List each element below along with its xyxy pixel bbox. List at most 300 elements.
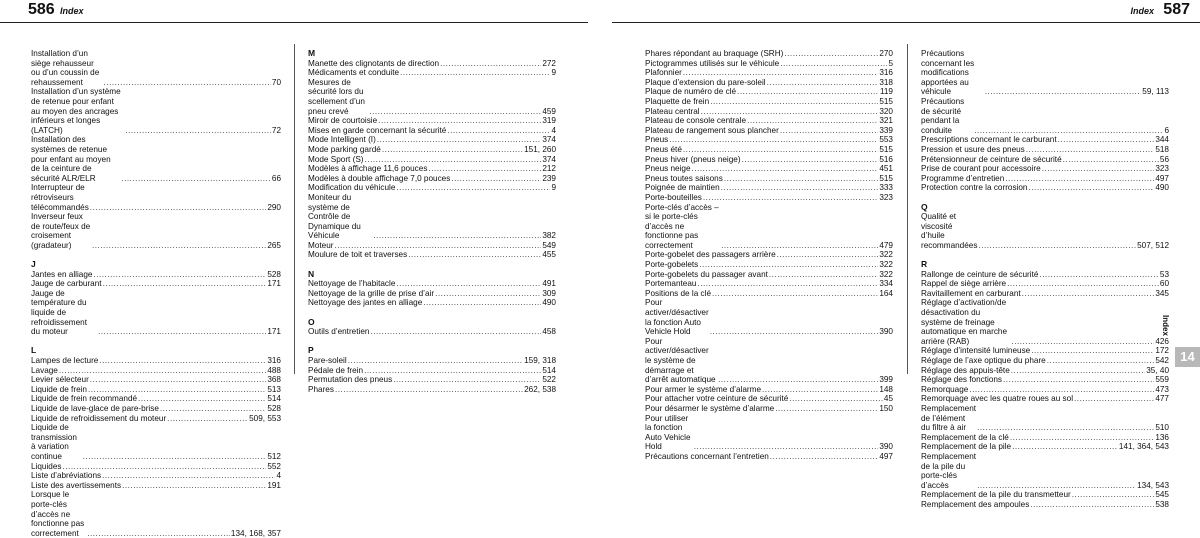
index-entry-term: Portemanteau bbox=[645, 279, 697, 289]
index-entry[interactable] bbox=[31, 135, 281, 183]
dot-leader bbox=[789, 394, 883, 404]
index-entry-pages[interactable]: 345 bbox=[1155, 288, 1169, 298]
index-entry[interactable] bbox=[31, 183, 281, 212]
dot-leader bbox=[770, 452, 879, 462]
index-entry[interactable] bbox=[645, 164, 893, 174]
index-entry[interactable] bbox=[921, 49, 1169, 97]
index-entry-term: Pictogrammes utilisés sur le véhicule bbox=[645, 58, 780, 68]
index-entry-pages[interactable]: 9 bbox=[551, 183, 556, 193]
index-entry[interactable] bbox=[308, 385, 556, 395]
index-entry-term: Modèles à affichage 11,6 pouces bbox=[308, 164, 428, 174]
index-entry[interactable] bbox=[31, 394, 281, 404]
index-entry[interactable] bbox=[31, 471, 281, 481]
index-entry[interactable] bbox=[921, 298, 1169, 346]
index-entry[interactable] bbox=[308, 298, 556, 308]
index-entry[interactable] bbox=[308, 375, 556, 385]
index-entry-term: Liquide de frein recommandé bbox=[31, 394, 138, 404]
left-page-header bbox=[0, 0, 588, 26]
dot-leader bbox=[701, 107, 879, 117]
index-entry[interactable] bbox=[31, 423, 281, 461]
index-entry-term: Remplacement des ampoules bbox=[921, 499, 1030, 509]
index-entry[interactable] bbox=[921, 97, 1169, 135]
index-entry[interactable] bbox=[921, 289, 1169, 299]
index-entry-pages[interactable]: 6 bbox=[1164, 125, 1169, 135]
index-entry[interactable] bbox=[921, 490, 1169, 500]
index-entry-pages[interactable]: 59, 113 bbox=[1142, 87, 1169, 97]
index-entry-pages[interactable]: 60 bbox=[1159, 279, 1169, 289]
index-entry-pages[interactable]: 459 bbox=[542, 106, 556, 116]
index-entry-term: Réglage de l’axe optique du phare bbox=[921, 356, 1046, 365]
dot-leader bbox=[692, 164, 879, 174]
index-entry[interactable] bbox=[308, 116, 556, 126]
index-entry-pages[interactable]: 134, 543 bbox=[1137, 480, 1169, 490]
index-entry[interactable] bbox=[921, 452, 1169, 490]
index-entry[interactable] bbox=[308, 241, 556, 251]
index-entry-pages[interactable]: 497 bbox=[879, 451, 893, 461]
index-entry[interactable] bbox=[308, 164, 556, 174]
index-entry-pages[interactable]: 9 bbox=[551, 68, 556, 78]
index-entry-pages[interactable]: 141, 364, 543 bbox=[1118, 442, 1169, 452]
dot-leader bbox=[969, 385, 1154, 395]
index-entry[interactable] bbox=[645, 107, 893, 117]
dot-leader bbox=[712, 289, 878, 299]
dot-leader bbox=[742, 155, 879, 165]
dot-leader bbox=[977, 423, 1154, 433]
index-entry-term: Pour activer/désactiver la fonction Auto Vehicle Hold bbox=[645, 298, 709, 337]
index-entry-pages[interactable]: 309 bbox=[542, 288, 556, 298]
index-entry[interactable] bbox=[31, 385, 281, 395]
index-entry-pages[interactable]: 318 bbox=[879, 77, 893, 87]
index-entry[interactable] bbox=[645, 87, 893, 97]
index-entry[interactable] bbox=[921, 174, 1169, 184]
index-entry-pages[interactable]: 4 bbox=[276, 471, 281, 481]
dot-leader bbox=[348, 356, 523, 366]
dot-leader bbox=[83, 452, 267, 462]
index-entry[interactable] bbox=[645, 404, 893, 414]
index-entry-pages[interactable]: 35, 40 bbox=[1146, 365, 1169, 375]
index-entry[interactable] bbox=[921, 183, 1169, 193]
index-entry-pages[interactable]: 479 bbox=[879, 240, 893, 250]
index-entry-pages[interactable]: 455 bbox=[542, 250, 556, 260]
index-entry[interactable] bbox=[308, 155, 556, 165]
left-page-number: 586 bbox=[28, 1, 55, 18]
section-letter: Q bbox=[921, 201, 928, 212]
dot-leader bbox=[400, 68, 550, 78]
index-entry[interactable] bbox=[645, 183, 893, 193]
dot-leader bbox=[710, 327, 879, 337]
index-entry-pages[interactable]: 70 bbox=[271, 77, 281, 87]
index-entry-pages[interactable]: 333 bbox=[879, 183, 893, 193]
section-spacer bbox=[31, 337, 281, 347]
index-entry[interactable] bbox=[645, 279, 893, 289]
index-entry[interactable] bbox=[645, 394, 893, 404]
index-entry[interactable] bbox=[31, 356, 281, 366]
index-entry-term: Qualité et viscosité d’huile recommandées bbox=[921, 212, 978, 250]
dot-leader bbox=[102, 471, 275, 481]
dot-leader bbox=[451, 174, 541, 184]
index-entry[interactable] bbox=[645, 59, 893, 69]
index-entry[interactable] bbox=[31, 87, 281, 135]
dot-leader bbox=[1022, 289, 1155, 299]
index-entry[interactable] bbox=[308, 135, 556, 145]
index-entry[interactable] bbox=[308, 183, 556, 193]
index-entry[interactable] bbox=[31, 462, 281, 472]
section-spacer bbox=[308, 308, 556, 318]
dot-leader bbox=[1029, 183, 1155, 193]
index-entry-pages[interactable]: 368 bbox=[267, 375, 281, 385]
index-entry[interactable] bbox=[31, 279, 281, 289]
index-entry-pages[interactable]: 136 bbox=[1155, 432, 1169, 442]
index-entry-pages[interactable]: 270 bbox=[879, 49, 893, 58]
dot-leader bbox=[378, 116, 541, 126]
index-entry-pages[interactable]: 272 bbox=[542, 58, 556, 68]
index-entry-pages[interactable]: 510 bbox=[1155, 423, 1169, 433]
index-entry-pages[interactable]: 545 bbox=[1155, 490, 1169, 500]
index-entry-pages[interactable]: 151, 260 bbox=[524, 144, 556, 154]
index-entry[interactable] bbox=[308, 126, 556, 136]
index-entry-pages[interactable]: 72 bbox=[271, 125, 281, 135]
index-entry[interactable] bbox=[921, 375, 1169, 385]
index-entry[interactable] bbox=[645, 298, 893, 336]
dot-leader bbox=[382, 145, 523, 155]
index-entry-pages[interactable]: 516 bbox=[879, 154, 893, 164]
index-entry[interactable] bbox=[921, 385, 1169, 395]
index-entry-term: Remorquage bbox=[921, 384, 969, 394]
index-entry[interactable] bbox=[308, 327, 556, 337]
index-entry-pages[interactable]: 171 bbox=[267, 327, 281, 337]
section-letter: L bbox=[31, 345, 37, 356]
index-entry-pages[interactable]: 490 bbox=[542, 298, 556, 308]
index-entry-term: Liste d’abréviations bbox=[31, 471, 102, 481]
index-entry[interactable] bbox=[645, 49, 893, 59]
index-entry-term: Liquide de lave-glace de pare-brise bbox=[31, 403, 159, 413]
index-entry[interactable] bbox=[921, 404, 1169, 433]
index-entry-pages[interactable]: 339 bbox=[879, 125, 893, 135]
index-entry-pages[interactable]: 322 bbox=[879, 260, 893, 270]
dot-leader bbox=[93, 270, 266, 280]
dot-leader bbox=[88, 385, 266, 395]
index-entry-pages[interactable]: 477 bbox=[1155, 394, 1169, 404]
index-entry[interactable] bbox=[921, 164, 1169, 174]
index-entry[interactable] bbox=[31, 490, 281, 538]
index-entry-pages[interactable]: 538 bbox=[1155, 499, 1169, 509]
index-entry-pages[interactable]: 509, 553 bbox=[249, 413, 281, 423]
index-entry-pages[interactable]: 316 bbox=[879, 68, 893, 78]
index-entry-pages[interactable]: 559 bbox=[1155, 375, 1169, 385]
index-entry-pages[interactable]: 399 bbox=[879, 375, 893, 385]
index-entry[interactable] bbox=[645, 250, 893, 260]
index-entry-pages[interactable]: 553 bbox=[879, 135, 893, 145]
index-entry-term: Nettoyage de l’habitacle bbox=[308, 279, 396, 289]
index-entry-pages[interactable]: 522 bbox=[542, 375, 556, 385]
index-entry[interactable] bbox=[645, 385, 893, 395]
dot-leader bbox=[365, 155, 542, 165]
index-entry-term: Plateau de console centrale bbox=[645, 116, 747, 126]
dot-leader bbox=[396, 279, 541, 289]
index-entry[interactable] bbox=[921, 394, 1169, 404]
dot-leader bbox=[1005, 174, 1154, 184]
index-entry[interactable] bbox=[645, 126, 893, 136]
index-entry-pages[interactable]: 514 bbox=[542, 365, 556, 375]
index-entry-pages[interactable]: 374 bbox=[542, 154, 556, 164]
left-header-rule bbox=[0, 22, 588, 23]
index-entry[interactable] bbox=[645, 337, 893, 385]
index-entry[interactable] bbox=[31, 481, 281, 491]
index-entry[interactable] bbox=[921, 433, 1169, 443]
index-entry[interactable] bbox=[645, 78, 893, 88]
dot-leader bbox=[393, 375, 541, 385]
index-entry-pages[interactable]: 323 bbox=[879, 192, 893, 202]
index-entry-pages[interactable]: 148 bbox=[879, 384, 893, 394]
index-entry[interactable] bbox=[921, 366, 1169, 376]
index-entry-term: Mises en garde concernant la sécurité bbox=[308, 125, 447, 135]
dot-leader bbox=[1047, 356, 1155, 366]
index-entry-term: Mode Intelligent (I) bbox=[308, 135, 376, 145]
index-entry-pages[interactable]: 491 bbox=[542, 279, 556, 289]
index-entry-pages[interactable]: 119 bbox=[879, 87, 893, 97]
index-entry-term: Remplacement de la pile bbox=[921, 442, 1012, 452]
index-entry-pages[interactable]: 172 bbox=[1155, 346, 1169, 356]
index-entry-pages[interactable]: 239 bbox=[542, 173, 556, 183]
index-entry[interactable] bbox=[921, 500, 1169, 510]
index-entry-pages[interactable]: 316 bbox=[267, 356, 281, 365]
index-entry-pages[interactable]: 512 bbox=[267, 451, 281, 461]
index-entry[interactable] bbox=[645, 203, 893, 251]
section-letter: R bbox=[921, 259, 928, 270]
index-entry[interactable] bbox=[921, 346, 1169, 356]
index-entry-pages[interactable]: 66 bbox=[271, 173, 281, 183]
index-entry[interactable] bbox=[31, 289, 281, 337]
dot-leader bbox=[1026, 145, 1155, 155]
index-entry-pages[interactable]: 56 bbox=[1159, 154, 1169, 164]
index-entry[interactable] bbox=[645, 116, 893, 126]
index-entry-pages[interactable]: 515 bbox=[879, 96, 893, 106]
index-entry[interactable] bbox=[921, 356, 1169, 366]
index-entry[interactable] bbox=[31, 270, 281, 280]
index-entry-pages[interactable]: 5 bbox=[888, 58, 893, 68]
index-entry-term: Plaque de numéro de clé bbox=[645, 87, 737, 97]
index-entry-pages[interactable]: 374 bbox=[542, 135, 556, 145]
dot-leader bbox=[775, 404, 878, 414]
dot-leader bbox=[1031, 346, 1154, 356]
index-entry-pages[interactable]: 390 bbox=[879, 327, 893, 337]
index-entry[interactable] bbox=[645, 260, 893, 270]
index-entry-pages[interactable]: 552 bbox=[267, 461, 281, 471]
index-entry-pages[interactable]: 134, 168, 357 bbox=[230, 528, 281, 538]
index-entry-term: Permutation des pneus bbox=[308, 375, 393, 385]
index-entry-term: Liste des avertissements bbox=[31, 480, 122, 490]
index-entry[interactable] bbox=[645, 174, 893, 184]
index-entry-pages[interactable]: 542 bbox=[1155, 356, 1169, 365]
index-entry-term: Moulure de toit et traverses bbox=[308, 250, 408, 260]
index-entry[interactable] bbox=[645, 135, 893, 145]
index-entry-term: Médicaments et conduite bbox=[308, 68, 400, 78]
right-page-title: Index bbox=[1130, 6, 1154, 16]
index-entry-pages[interactable]: 53 bbox=[1159, 269, 1169, 279]
index-entry-pages[interactable]: 497 bbox=[1155, 173, 1169, 183]
dot-leader bbox=[369, 107, 541, 117]
dot-leader bbox=[98, 327, 266, 337]
index-entry-term: Interrupteur de rétroviseurs télécommandés bbox=[31, 183, 89, 212]
index-entry-pages[interactable]: 549 bbox=[542, 240, 556, 250]
index-entry-pages[interactable]: 515 bbox=[879, 144, 893, 154]
index-entry-pages[interactable]: 150 bbox=[879, 403, 893, 413]
index-entry[interactable] bbox=[645, 193, 893, 203]
dot-leader bbox=[90, 375, 267, 385]
index-entry[interactable] bbox=[308, 289, 556, 299]
index-entry-term: Phares bbox=[308, 384, 334, 394]
index-entry[interactable] bbox=[31, 212, 281, 250]
index-entry[interactable] bbox=[921, 155, 1169, 165]
index-entry-term: Levier sélecteur bbox=[31, 375, 89, 385]
dot-leader bbox=[63, 462, 267, 472]
index-entry-pages[interactable]: 382 bbox=[542, 231, 556, 241]
index-entry-term: Nettoyage des jantes en alliage bbox=[308, 298, 423, 308]
index-entry[interactable] bbox=[308, 193, 556, 241]
index-entry-pages[interactable]: 290 bbox=[267, 202, 281, 212]
right-page-header bbox=[612, 0, 1200, 26]
index-entry-pages[interactable]: 344 bbox=[1155, 135, 1169, 145]
index-entry[interactable] bbox=[921, 145, 1169, 155]
index-entry-pages[interactable]: 321 bbox=[879, 116, 893, 126]
index-entry-pages[interactable]: 319 bbox=[542, 116, 556, 126]
index-entry-term: Poignée de maintien bbox=[645, 183, 720, 193]
index-entry-pages[interactable]: 488 bbox=[267, 365, 281, 375]
index-entry-pages[interactable]: 426 bbox=[1155, 336, 1169, 346]
index-column-left-2 bbox=[308, 49, 556, 394]
index-entry-term: Inverseur feux de route/feux de croisement (gradateur) bbox=[31, 212, 91, 250]
index-entry-pages[interactable]: 212 bbox=[542, 164, 556, 174]
index-entry[interactable] bbox=[645, 155, 893, 165]
index-entry[interactable] bbox=[31, 375, 281, 385]
dot-leader bbox=[138, 394, 266, 404]
index-entry[interactable] bbox=[31, 414, 281, 424]
index-entry[interactable] bbox=[308, 68, 556, 78]
dot-leader bbox=[428, 164, 541, 174]
index-entry[interactable] bbox=[31, 404, 281, 414]
index-entry-pages[interactable]: 320 bbox=[879, 106, 893, 116]
dot-leader bbox=[373, 231, 541, 241]
index-entry-pages[interactable]: 322 bbox=[879, 250, 893, 260]
index-entry-pages[interactable]: 334 bbox=[879, 279, 893, 289]
index-entry[interactable] bbox=[645, 270, 893, 280]
index-entry-term: Positions de la clé bbox=[645, 288, 711, 298]
index-entry-term: Rappel de siège arrière bbox=[921, 279, 1007, 289]
index-entry[interactable] bbox=[645, 68, 893, 78]
index-entry-pages[interactable]: 265 bbox=[267, 240, 281, 250]
index-entry[interactable] bbox=[308, 279, 556, 289]
index-entry[interactable] bbox=[921, 279, 1169, 289]
index-entry-pages[interactable]: 451 bbox=[879, 164, 893, 174]
section-letter: J bbox=[31, 259, 36, 270]
index-entry-term: Jantes en alliage bbox=[31, 269, 93, 279]
index-entry-pages[interactable]: 323 bbox=[1155, 164, 1169, 174]
index-entry[interactable] bbox=[645, 145, 893, 155]
index-entry[interactable] bbox=[308, 59, 556, 69]
index-entry-term: Prescriptions concernant le carburant bbox=[921, 135, 1057, 145]
index-entry[interactable] bbox=[308, 356, 556, 366]
dot-leader bbox=[408, 250, 541, 260]
index-entry[interactable] bbox=[921, 270, 1169, 280]
dot-leader bbox=[780, 126, 879, 136]
index-entry[interactable] bbox=[31, 366, 281, 376]
index-entry-pages[interactable]: 322 bbox=[879, 269, 893, 279]
index-entry[interactable] bbox=[645, 97, 893, 107]
index-entry-term: Précautions concernant l’entretien bbox=[645, 451, 769, 461]
index-entry[interactable] bbox=[921, 135, 1169, 145]
index-entry[interactable] bbox=[645, 452, 893, 462]
index-entry-pages[interactable]: 45 bbox=[883, 394, 893, 404]
index-entry[interactable] bbox=[921, 442, 1169, 452]
index-entry-term: Réglage des fonctions bbox=[921, 375, 1003, 385]
index-entry[interactable] bbox=[921, 212, 1169, 250]
index-entry-pages[interactable]: 191 bbox=[267, 480, 281, 490]
index-entry-pages[interactable]: 458 bbox=[542, 327, 556, 337]
index-entry-pages[interactable]: 515 bbox=[879, 173, 893, 183]
index-entry-term: Remplacement de la clé bbox=[921, 432, 1009, 442]
index-entry[interactable] bbox=[308, 78, 556, 116]
index-entry-pages[interactable]: 4 bbox=[551, 125, 556, 135]
dot-leader bbox=[1011, 337, 1154, 347]
index-entry-term: Plaque d’extension du pare-soleil bbox=[645, 77, 766, 87]
index-entry-pages[interactable]: 171 bbox=[267, 279, 281, 289]
index-entry-term: Pour armer le système d’alarme bbox=[645, 384, 762, 394]
section-spacer bbox=[921, 193, 1169, 203]
index-entry-pages[interactable]: 390 bbox=[879, 442, 893, 452]
dot-leader bbox=[703, 193, 878, 203]
index-entry[interactable] bbox=[308, 250, 556, 260]
index-entry-pages[interactable]: 507, 512 bbox=[1137, 240, 1169, 250]
index-entry[interactable] bbox=[31, 49, 281, 87]
index-entry-term: Réglage des appuis-tête bbox=[921, 365, 1010, 375]
index-entry-pages[interactable]: 528 bbox=[267, 403, 281, 413]
index-entry-term: Pneus neige bbox=[645, 164, 691, 174]
index-entry-term: Porte-clés d’accès – si le porte-clés d’accès ne fonctionne pas correctement bbox=[645, 202, 719, 250]
index-entry[interactable] bbox=[308, 145, 556, 155]
right-page-number: 587 bbox=[1163, 1, 1190, 18]
dot-leader bbox=[718, 375, 878, 385]
index-entry-term: Liquides bbox=[31, 461, 62, 471]
index-entry[interactable] bbox=[645, 414, 893, 452]
index-entry-pages[interactable]: 513 bbox=[267, 384, 281, 394]
index-entry-pages[interactable]: 518 bbox=[1155, 144, 1169, 154]
dot-leader bbox=[777, 250, 879, 260]
index-entry-term: Pour activer/désactiver le système de démarrage et d’arrêt automatique bbox=[645, 336, 716, 385]
index-entry-term: Plaquette de frein bbox=[645, 96, 710, 106]
dot-leader bbox=[978, 241, 1136, 251]
index-entry-term: Pédale de frein bbox=[308, 365, 364, 375]
index-entry-pages[interactable]: 490 bbox=[1155, 183, 1169, 193]
index-entry-pages[interactable]: 514 bbox=[267, 394, 281, 404]
section-letter: P bbox=[308, 345, 314, 356]
index-entry-pages[interactable]: 159, 318 bbox=[524, 356, 556, 365]
dot-leader bbox=[683, 145, 878, 155]
index-entry-pages[interactable]: 473 bbox=[1155, 384, 1169, 394]
index-entry-pages[interactable]: 528 bbox=[267, 269, 281, 279]
index-entry[interactable] bbox=[645, 289, 893, 299]
index-entry[interactable] bbox=[308, 174, 556, 184]
index-entry-pages[interactable]: 164 bbox=[879, 288, 893, 298]
section-spacer bbox=[308, 337, 556, 347]
section-letter: M bbox=[308, 48, 316, 58]
right-column-divider bbox=[907, 44, 908, 374]
dot-leader bbox=[784, 49, 878, 59]
dot-leader bbox=[1010, 433, 1154, 443]
index-column-right-2 bbox=[921, 49, 1169, 510]
index-entry-term: Liquide de frein bbox=[31, 384, 87, 394]
index-entry-pages[interactable]: 262, 538 bbox=[524, 384, 556, 394]
index-entry[interactable] bbox=[308, 366, 556, 376]
